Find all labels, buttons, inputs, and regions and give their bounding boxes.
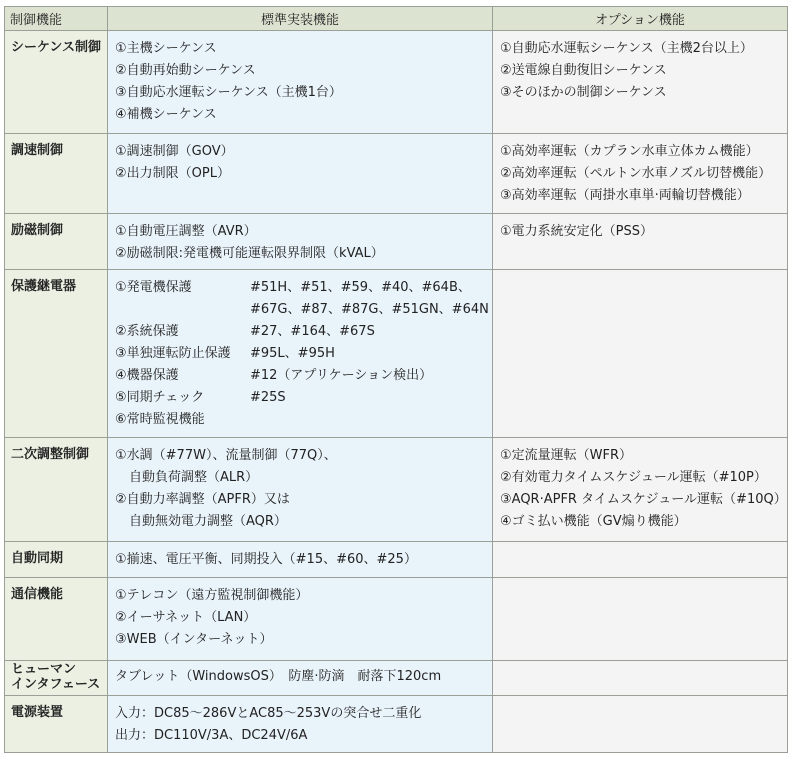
protection-code: #95L、#95H (250, 346, 335, 361)
row-category: 自動同期 (5, 542, 108, 578)
protection-item (115, 277, 487, 321)
standard-item: ①主機シーケンス (115, 41, 217, 56)
standard-item: タブレット（WindowsOS） 防塵·防滴 耐落下120cm (115, 669, 442, 684)
standard-cell (108, 578, 493, 661)
option-cell (493, 134, 788, 214)
table-row (5, 438, 788, 542)
protection-label: ①発電機保護 (115, 280, 192, 295)
option-item: ①電力系統安定化（PSS） (500, 224, 653, 239)
table-row (5, 31, 788, 134)
option-item: ①自動応水運転シーケンス（主機2台以上） (500, 41, 753, 56)
option-cell (493, 31, 788, 134)
option-item: ④ゴミ払い機能（GV煽り機能） (500, 514, 687, 529)
standard-item: 入力：DC85～286VとAC85～253Vの突合せ二重化 (115, 706, 422, 721)
standard-item: ④補機シーケンス (115, 107, 217, 122)
protection-item (115, 387, 487, 409)
row-category: 二次調整制御 (5, 438, 108, 542)
option-cell (493, 214, 788, 270)
standard-item: 自動負荷調整（ALR） (129, 470, 259, 485)
standard-item: 自動無効電力調整（AQR） (129, 514, 287, 529)
standard-item: ②自動再始動シーケンス (115, 63, 256, 78)
row-category: 保護継電器 (5, 270, 108, 438)
standard-item: ①揃速、電圧平衡、同期投入（#15、#60、#25） (115, 552, 417, 567)
standard-cell (108, 696, 493, 753)
table-row (5, 661, 788, 696)
option-item: ①高効率運転（カプラン水車立体カム機能） (500, 144, 759, 159)
standard-item: 出力：DC110V/3A、DC24V/6A (115, 728, 308, 743)
standard-item: ③自動応水運転シーケンス（主機1台） (115, 85, 342, 100)
standard-item: ②励磁制限:発電機可能運転限界制限（kVAL） (115, 246, 384, 261)
option-cell (493, 696, 788, 753)
option-item: ③AQR·APFR タイムスケジュール運転（#10Q） (500, 492, 787, 507)
standard-item: ②イーサネット（LAN） (115, 610, 257, 625)
standard-item: ②出力制限（OPL） (115, 166, 230, 181)
header-option: オプション機能 (493, 7, 788, 31)
table-row (5, 542, 788, 578)
row-category-line: ヒューマン (11, 662, 77, 677)
standard-item: ①自動電圧調整（AVR） (115, 224, 257, 239)
row-category (5, 661, 108, 696)
standard-item: ③WEB（インターネット） (115, 632, 273, 647)
standard-item: ①水調（#77W）、流量制御（77Q）、 (115, 448, 337, 463)
standard-cell (108, 542, 493, 578)
protection-item (115, 321, 487, 343)
spec-table (4, 6, 788, 753)
header-standard: 標準実装機能 (108, 7, 493, 31)
option-item: ②送電線自動復旧シーケンス (500, 63, 667, 78)
header-row (5, 7, 788, 31)
protection-label: ⑥常時監視機能 (115, 412, 205, 427)
option-item: ①定流量運転（WFR） (500, 448, 633, 463)
standard-cell (108, 661, 493, 696)
protection-label: ③単独運転防止保護 (115, 346, 231, 361)
row-category: シーケンス制御 (5, 31, 108, 134)
protection-item (115, 409, 487, 431)
row-category: 調速制御 (5, 134, 108, 214)
protection-item (115, 365, 487, 387)
table-row (5, 270, 788, 438)
standard-cell (108, 31, 493, 134)
protection-label: ②系統保護 (115, 324, 179, 339)
option-item: ②有効電力タイムスケジュール運転（#10P） (500, 470, 767, 485)
table-row (5, 696, 788, 753)
protection-code: #67G、#87、#87G、#51GN、#64N (250, 302, 489, 317)
standard-cell (108, 134, 493, 214)
row-category: 通信機能 (5, 578, 108, 661)
standard-item: ②自動力率調整（APFR）又は (115, 492, 290, 507)
protection-item (115, 343, 487, 365)
table-row (5, 214, 788, 270)
option-cell (493, 270, 788, 438)
table-row (5, 578, 788, 661)
header-category: 制御機能 (5, 7, 108, 31)
option-item: ②高効率運転（ペルトン水車ノズル切替機能） (500, 166, 772, 181)
protection-code: #25S (250, 390, 286, 405)
standard-cell (108, 214, 493, 270)
option-cell (493, 661, 788, 696)
option-item: ③そのほかの制御シーケンス (500, 85, 667, 100)
standard-item: ①調速制御（GOV） (115, 144, 234, 159)
row-category: 電源装置 (5, 696, 108, 753)
option-item: ③高効率運転（両掛水車単·両輪切替機能） (500, 188, 750, 203)
protection-code: #12（アプリケーション検出） (250, 368, 433, 383)
row-category: 励磁制御 (5, 214, 108, 270)
standard-cell (108, 438, 493, 542)
protection-code: #27、#164、#67S (250, 324, 375, 339)
protection-codes (250, 277, 489, 321)
protection-label: ⑤同期チェック (115, 390, 205, 405)
option-cell (493, 578, 788, 661)
row-category-line: インタフェース (11, 677, 101, 692)
standard-item: ①テレコン（遠方監視制御機能） (115, 588, 309, 603)
standard-cell (108, 270, 493, 438)
option-cell (493, 438, 788, 542)
table-row (5, 134, 788, 214)
protection-code: #51H、#51、#59、#40、#64B、 (250, 280, 471, 295)
protection-label: ④機器保護 (115, 368, 179, 383)
option-cell (493, 542, 788, 578)
